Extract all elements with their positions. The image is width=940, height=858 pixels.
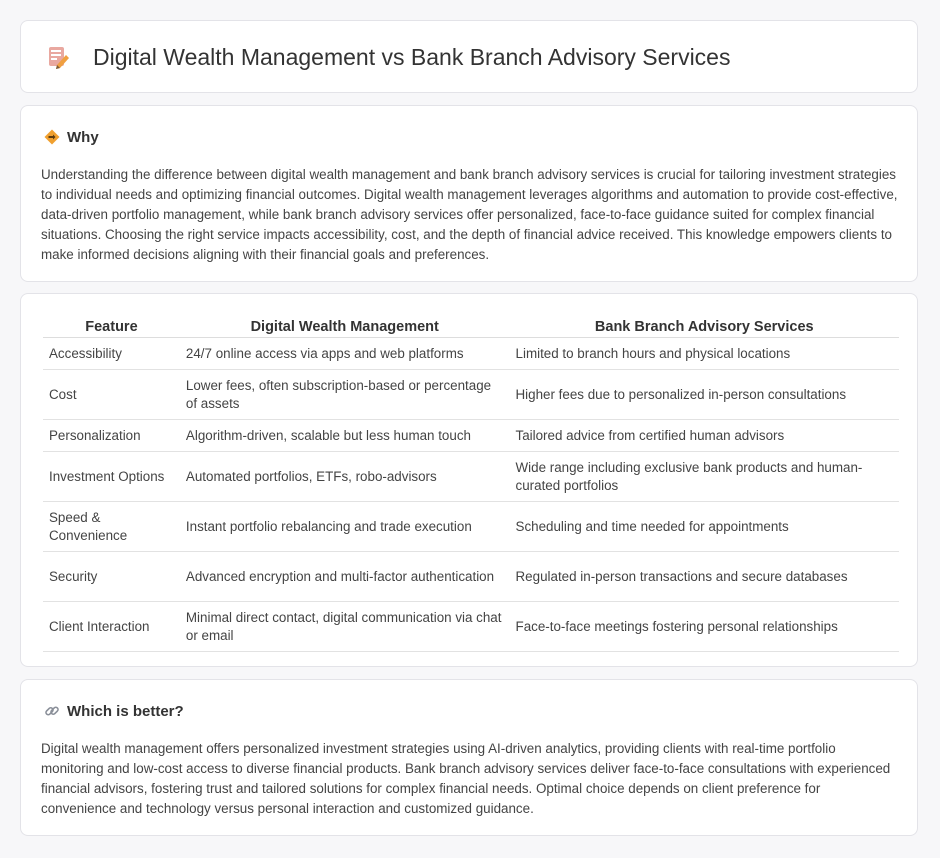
page-title: Digital Wealth Management vs Bank Branch Advisory Services — [93, 43, 731, 70]
table-row — [43, 502, 899, 552]
table-row — [43, 420, 899, 452]
table-row — [43, 452, 899, 502]
bank-cell: Tailored advice from certified human advisors — [510, 420, 899, 452]
header-feature: Feature — [43, 316, 180, 338]
table-header-row — [43, 316, 899, 338]
comparison-table-card — [20, 293, 918, 667]
bank-cell: Scheduling and time needed for appointments — [510, 502, 899, 552]
which-is-better-section — [20, 679, 918, 836]
link-icon — [43, 702, 61, 720]
comparison-table — [43, 316, 899, 652]
feature-cell: Investment Options — [43, 452, 180, 502]
table-row — [43, 370, 899, 420]
better-title: Which is better? — [67, 702, 184, 720]
table-row — [43, 602, 899, 652]
digital-cell: Automated portfolios, ETFs, robo-advisors — [180, 452, 510, 502]
diamond-direction-icon — [43, 128, 61, 146]
digital-cell: Algorithm-driven, scalable but less human touch — [180, 420, 510, 452]
document-edit-icon — [43, 42, 73, 72]
why-title: Why — [67, 128, 99, 146]
table-row — [43, 338, 899, 370]
feature-cell: Cost — [43, 370, 180, 420]
digital-cell: Advanced encryption and multi-factor authentication — [180, 552, 510, 602]
why-heading — [43, 128, 99, 146]
why-text: Understanding the difference between digital wealth management and bank branch advisory services is crucial for tailoring investment strategies to individual needs and optimizing financial outcomes. Digital wealth management leverages algorithms and automation to provide cost-effective, data-driven portfolio management, while bank branch advisory services offer personalized, face-to-face guidance suited for complex financial situations. Choosing the right service impacts accessibility, cost, and the depth of financial advice received. This knowledge empowers clients to make informed decisions aligning with their financial goals and preferences. — [41, 167, 898, 262]
feature-cell: Client Interaction — [43, 602, 180, 652]
digital-cell: Minimal direct contact, digital communication via chat or email — [180, 602, 510, 652]
bank-cell: Wide range including exclusive bank products and human-curated portfolios — [510, 452, 899, 502]
table-row — [43, 552, 899, 602]
better-text: Digital wealth management offers personalized investment strategies using AI-driven analytics, providing clients with real-time portfolio monitoring and low-cost access to diverse financial products. Bank branch advisory services deliver face-to-face consultations with experienced financial advisors, fostering trust and tailored solutions for complex financial needs. Optimal choice depends on client preference for convenience and technology versus personal interaction and customized guidance. — [41, 741, 891, 816]
header-digital: Digital Wealth Management — [180, 316, 510, 338]
title-row — [43, 42, 730, 72]
digital-cell: Instant portfolio rebalancing and trade execution — [180, 502, 510, 552]
feature-cell: Personalization — [43, 420, 180, 452]
feature-cell: Accessibility — [43, 338, 180, 370]
header-bank: Bank Branch Advisory Services — [510, 316, 899, 338]
feature-cell: Speed & Convenience — [43, 502, 180, 552]
bank-cell: Regulated in-person transactions and secure databases — [510, 552, 899, 602]
bank-cell: Limited to branch hours and physical locations — [510, 338, 899, 370]
title-card — [20, 20, 918, 93]
why-section — [20, 105, 918, 282]
digital-cell: 24/7 online access via apps and web platforms — [180, 338, 510, 370]
digital-cell: Lower fees, often subscription-based or percentage of assets — [180, 370, 510, 420]
bank-cell: Higher fees due to personalized in-person consultations — [510, 370, 899, 420]
bank-cell: Face-to-face meetings fostering personal relationships — [510, 602, 899, 652]
better-heading — [43, 702, 184, 720]
feature-cell: Security — [43, 552, 180, 602]
